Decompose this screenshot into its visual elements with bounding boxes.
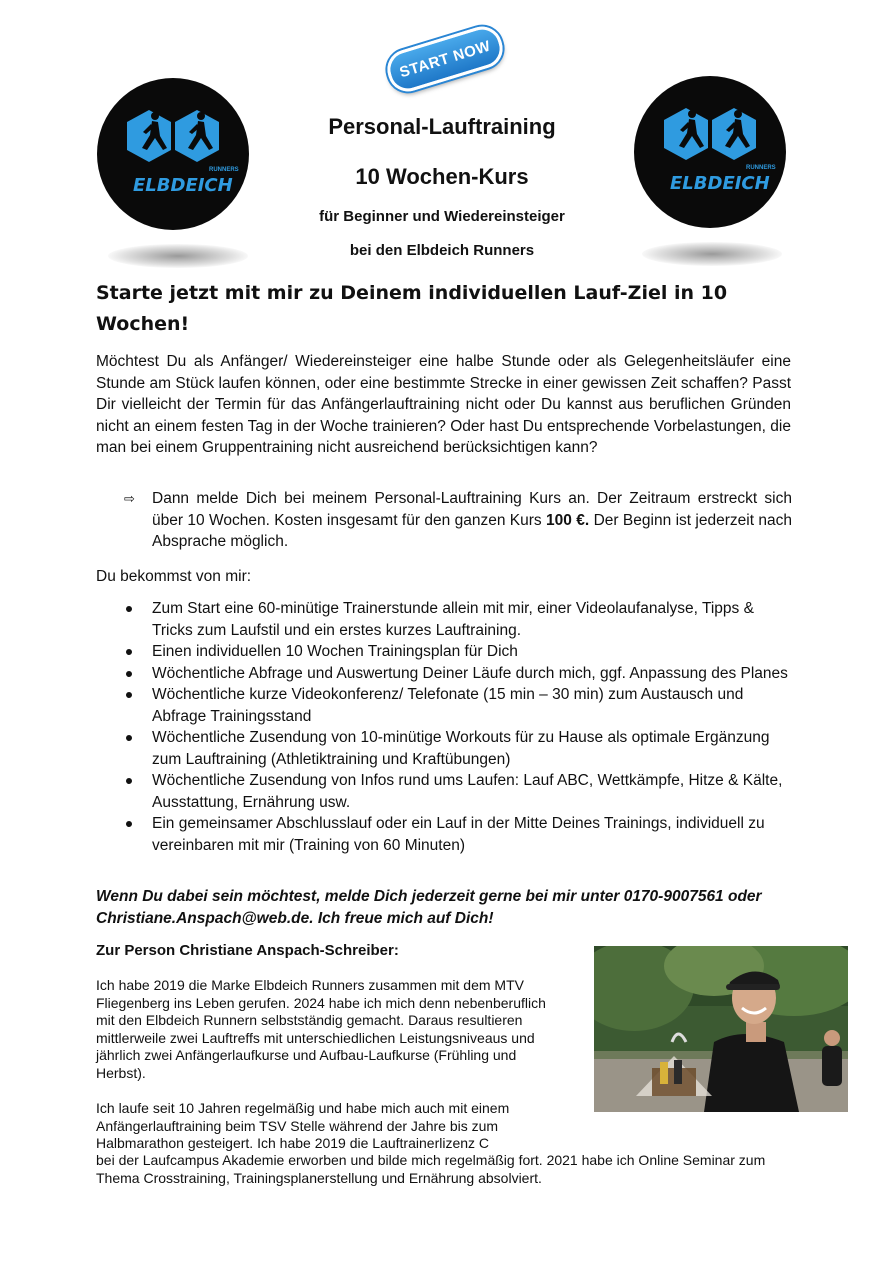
- you-get-heading: Du bekommst von mir:: [96, 568, 252, 585]
- list-item: Einen individuellen 10 Wochen Trainingsplan für Dich: [124, 641, 794, 663]
- runners-logo-icon: [97, 78, 249, 230]
- start-now-badge: [382, 22, 507, 97]
- svg-text:ELBDEICH: [133, 175, 233, 196]
- contact-paragraph: Wenn Du dabei sein möchtest, melde Dich jederzeit gerne bei mir unter 0170-9007561 oder Christiane.Anspach@web.de. Ich freue mich auf Dich!: [96, 888, 762, 927]
- list-item: Ein gemeinsamer Abschlusslauf oder ein Lauf in der Mitte Deines Trainings, individuell zu vereinbaren mit mir (Training von 60 Minuten): [124, 813, 794, 856]
- club-line: bei den Elbdeich Runners: [349, 242, 535, 259]
- elbdeich-runners-logo-right: [634, 76, 786, 228]
- page-title: Personal-Lauftraining: [328, 114, 556, 139]
- runners-logo-icon: [634, 76, 786, 228]
- offer-price: 100 €.: [546, 511, 590, 529]
- bio-paragraph-2a: Ich laufe seit 10 Jahren regelmäßig und habe mich auch mit einem Anfängerlauftraining beim TSV Stelle während der Jahre bis zum Halbmarathon gesteigert. Ich habe 2019 die Lauftrainerlizenz C: [96, 1100, 510, 1151]
- logo-runners-text: RUNNERS: [209, 167, 239, 173]
- person-heading: Zur Person Christiane Anspach-Schreiber:: [96, 942, 399, 959]
- trainer-photo: [594, 946, 848, 1112]
- arrow-icon: ⇨: [124, 491, 135, 506]
- list-item: Zum Start eine 60-minütige Trainerstunde allein mit mir, einer Videolaufanalyse, Tipps & Tricks zum Laufstil und ein erstes kurzes Lauftraining.: [124, 598, 794, 641]
- logo-brand-b: DEICH: [707, 173, 770, 194]
- logo-brand-a: ELB: [670, 173, 708, 194]
- offer-text-before: Dann melde Dich bei meinem Personal-Lauftraining Kurs an. Der Zeitraum erstreckt sich über 10 Wochen. Kosten insgesamt für den ganzen Kurs: [152, 490, 792, 529]
- audience-line: für Beginner und Wiedereinsteiger: [319, 208, 565, 225]
- headline: Starte jetzt mit mir zu Deinem individuellen Lauf-Ziel in 10 Wochen!: [96, 282, 728, 335]
- logo-shadow: [642, 242, 782, 266]
- elbdeich-runners-logo-left: [97, 78, 249, 230]
- benefits-list: [124, 598, 794, 856]
- logo-brand-a: ELB: [133, 175, 171, 196]
- offer-text-after: Der Beginn ist jederzeit nach Absprache möglich.: [152, 511, 792, 550]
- list-item: Wöchentliche Abfrage und Auswertung Deiner Läufe durch mich, ggf. Anpassung des Planes: [124, 663, 794, 685]
- page-subtitle: 10 Wochen-Kurs: [355, 164, 529, 189]
- logo-runners-text: RUNNERS: [746, 165, 776, 171]
- intro-paragraph: Möchtest Du als Anfänger/ Wiedereinsteiger eine halbe Stunde oder als Gelegenheitsläufer eine Stunde am Stück laufen können, oder eine bestimmte Strecke in einer gewissen Zeit schaffen? Passt Dir vielleicht der Termin für das Anfängerlauftraining nicht oder Du kannst aus beruflichen Gründen nicht an einem festen Tag in der Woche trainieren? Oder hast Du entsprechende Vorbelastungen, die man bei einem Gruppentraining nicht ausreichend berücksichtigen kann?: [96, 353, 791, 456]
- list-item: Wöchentliche Zusendung von 10-minütige Workouts für zu Hause als optimale Ergänzung zum Lauftraining (Athletiktraining und Kraftübungen): [124, 727, 794, 770]
- offer-paragraph: [124, 488, 792, 553]
- logo-shadow: [108, 244, 248, 268]
- bio-paragraph-2b: bei der Laufcampus Akademie erworben und bilde mich regelmäßig fort. 2021 habe ich Online Seminar zum Thema Crosstraining, Trainingsplanerstellung und Ernährung absolviert.: [96, 1152, 766, 1186]
- bio-paragraph-1: Ich habe 2019 die Marke Elbdeich Runners zusammen mit dem MTV Fliegenberg ins Leben gerufen. 2024 habe ich mich denn nebenberuflich mit den Elbdeich Runnern selbstständig gemacht. Daraus resultieren mittlerweile zwei Lauftreffs mit unterschiedlichen Leistungsniveaus und jährlich zwei Anfängerlaufkurse und Aufbau-Laufkurse (Frühling und Herbst).: [96, 977, 546, 1081]
- svg-text:ELBDEICH: [670, 173, 770, 194]
- list-item: Wöchentliche kurze Videokonferenz/ Telefonate (15 min – 30 min) zum Austausch und Abfrage Trainingsstand: [124, 684, 794, 727]
- list-item: Wöchentliche Zusendung von Infos rund ums Laufen: Lauf ABC, Wettkämpfe, Hitze & Kälte, Ausstattung, Ernährung usw.: [124, 770, 794, 813]
- start-now-label: START NOW: [397, 37, 493, 81]
- logo-brand-b: DEICH: [170, 175, 233, 196]
